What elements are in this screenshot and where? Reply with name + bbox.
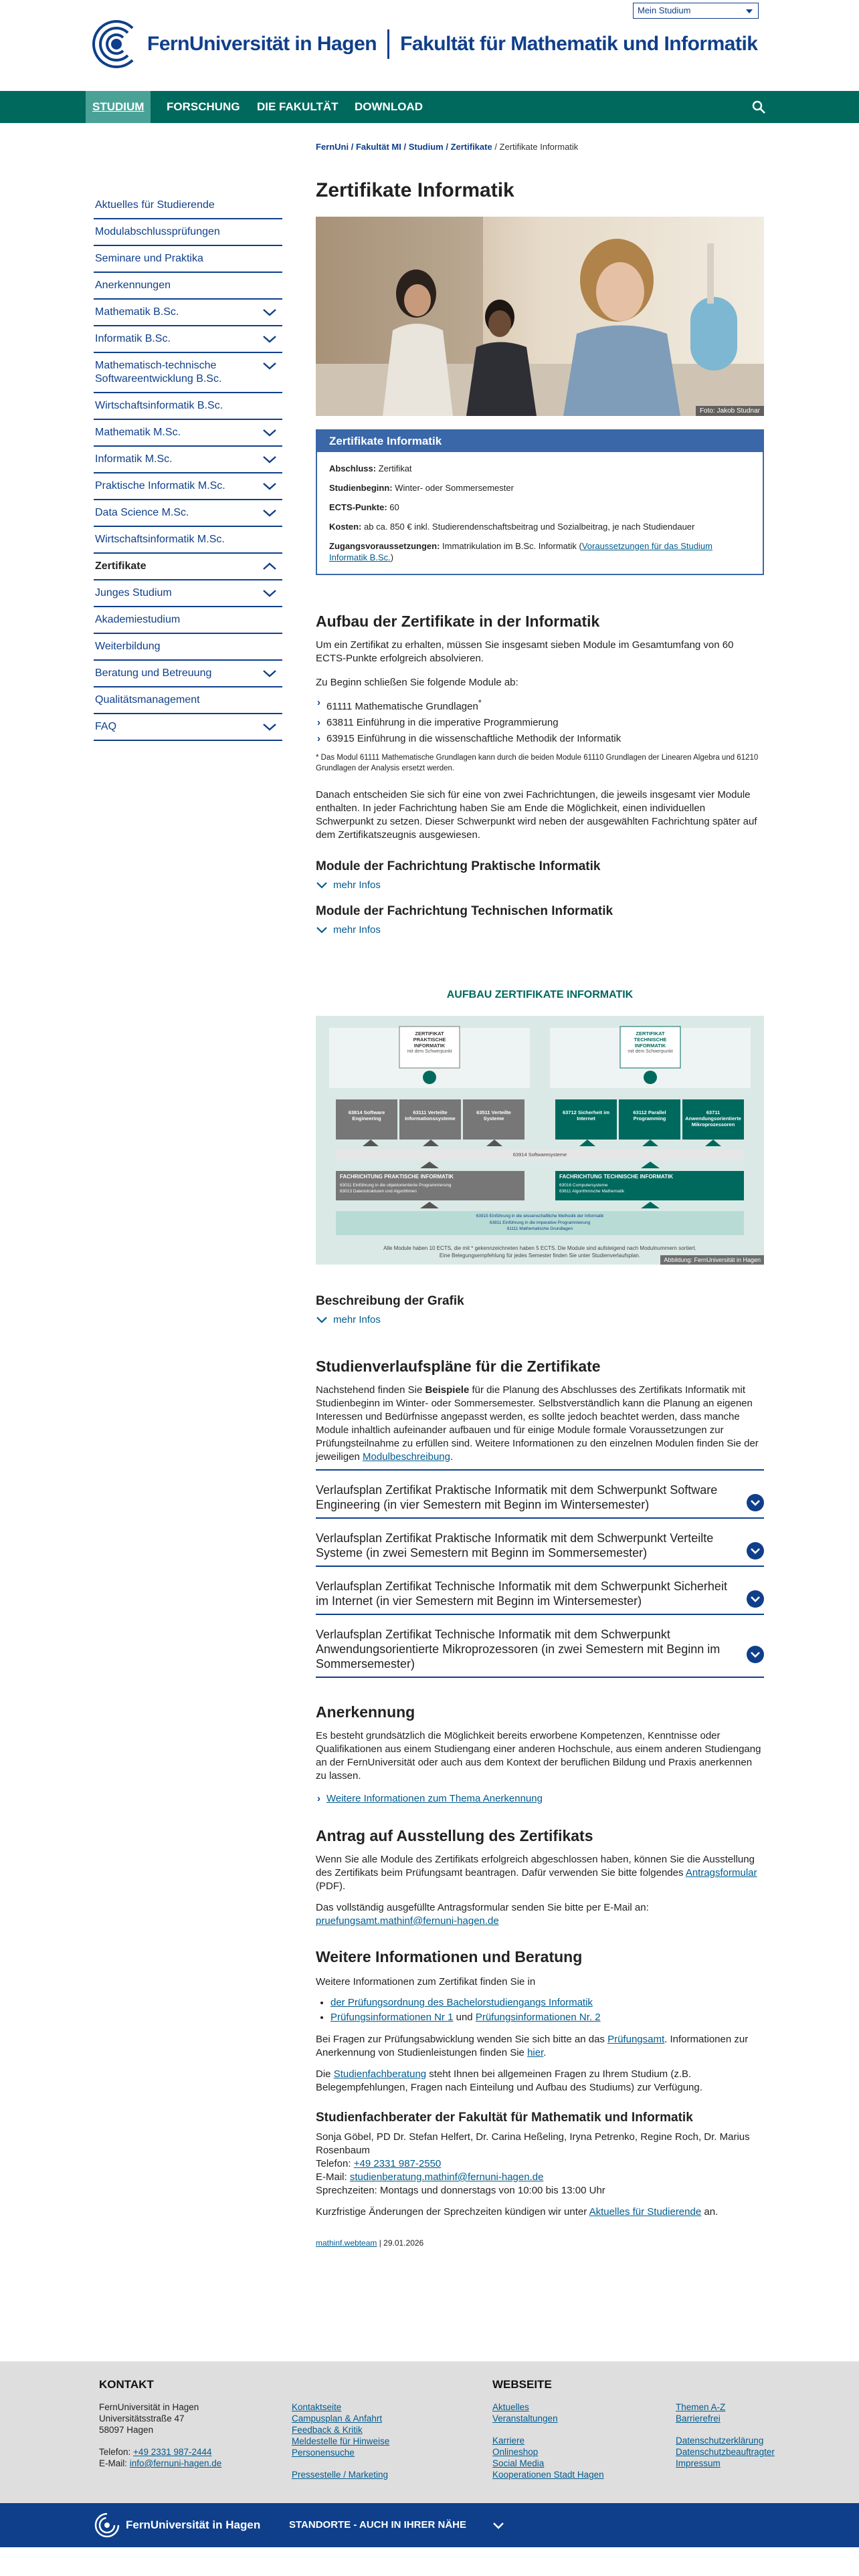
fernuni-logo-icon bbox=[92, 20, 140, 68]
mehr-infos-technische[interactable]: mehr Infos bbox=[316, 924, 764, 936]
footer-link[interactable]: Aktuelles bbox=[492, 2402, 529, 2412]
module-box: 63712 Sicherheit im Internet bbox=[562, 1109, 610, 1121]
aufbau-intro: Um ein Zertifikat zu erhalten, müssen Sie insgesamt sieben Module im Gesamtumfang von 60 ECTS-Punkte erfolgreich absolvieren. bbox=[316, 639, 734, 664]
search-icon[interactable] bbox=[752, 100, 765, 114]
chevron-down-icon[interactable] bbox=[262, 361, 277, 370]
antragsformular-link[interactable]: Antragsformular bbox=[685, 1867, 757, 1879]
main-content bbox=[316, 179, 764, 2250]
left-cert-label: ZERTIFIKAT PRAKTISCHE INFORMATIK bbox=[413, 1031, 446, 1049]
chevron-down-icon bbox=[316, 926, 328, 934]
footer-link[interactable]: Datenschutzerklärung bbox=[676, 2436, 764, 2446]
aufbau-start: Zu Beginn schließen Sie folgende Module ab: bbox=[316, 677, 518, 688]
bottom-bar bbox=[0, 2503, 859, 2547]
breadcrumb-fernuni[interactable]: FernUni bbox=[316, 142, 349, 152]
anerkennung-link[interactable]: Weitere Informationen zum Thema Anerkennung bbox=[326, 1793, 543, 1804]
students-photo bbox=[316, 217, 764, 416]
voraussetzungen-link[interactable]: Voraussetzungen für das Studium Informatik B.Sc. bbox=[329, 541, 712, 562]
sidebar-item-informatik-bsc[interactable]: Informatik B.Sc. bbox=[94, 326, 282, 353]
pruefungsamt-email-link[interactable]: pruefungsamt.mathinf@fernuni-hagen.de bbox=[316, 1915, 499, 1927]
footer-link[interactable]: Themen A-Z bbox=[676, 2402, 726, 2412]
sidebar-item-mathematik-bsc[interactable]: Mathematik B.Sc. bbox=[94, 300, 282, 326]
studienfachberatung-link[interactable]: Studienfachberatung bbox=[333, 2068, 427, 2080]
breadcrumb-current: Zertifikate Informatik bbox=[499, 142, 579, 152]
sidebar-item-anerkennungen[interactable]: Anerkennungen bbox=[94, 273, 282, 300]
list-item: › 63811 Einführung in die imperative Programmierung bbox=[316, 715, 764, 731]
chevron-down-icon[interactable] bbox=[262, 428, 277, 437]
expand-icon[interactable] bbox=[747, 1542, 764, 1560]
chevron-down-icon[interactable] bbox=[262, 308, 277, 317]
antrag-text: Wenn Sie alle Module des Zertifikats erfolgreich abgeschlossen haben, können Sie die Ausstellung des Zertifikats beim Prüfungsamt beantragen. Dafür verwenden Sie bitte folgendes Antragsformular (PDF). bbox=[316, 1854, 757, 1892]
aktuelles-link[interactable]: Aktuelles für Studierende bbox=[589, 2206, 702, 2218]
footer-email-link[interactable]: info@fernuni-hagen.de bbox=[129, 2458, 222, 2468]
nav-studium[interactable]: STUDIUM bbox=[86, 91, 151, 123]
fachrichtung-text: Danach entscheiden Sie sich für eine von zwei Fachrichtungen, die jeweils insgesamt vier Module enthalten. In jeder Fachrichtung haben Sie am Ende die Möglichkeit, einen individuellen Schwerpunkt zu setzen. Dieser Schwerpunkt wird neben der ausgewählten Fachrichtung später auf dem Zertifikatszeugnis ausgewiesen. bbox=[316, 789, 757, 841]
footer-link[interactable]: Campusplan & Anfahrt bbox=[292, 2413, 383, 2424]
diagram-copyright: Abbildung: FernUniversität in Hagen bbox=[660, 1255, 764, 1265]
berater-phone-link[interactable]: +49 2331 987-2550 bbox=[353, 2158, 442, 2169]
chevron-down-icon[interactable] bbox=[262, 508, 277, 518]
footer-link[interactable]: Onlineshop bbox=[492, 2447, 539, 2457]
footer-link[interactable]: Social Media bbox=[492, 2458, 545, 2468]
technische-modules-heading: Module der Fachrichtung Technischen Informatik bbox=[316, 904, 613, 918]
grafik-heading: Beschreibung der Grafik bbox=[316, 1294, 464, 1308]
footer-link[interactable]: Barrierefrei bbox=[676, 2413, 721, 2424]
pruefungsordnung-link[interactable]: der Prüfungsordnung des Bachelorstudiengangs Informatik bbox=[330, 1997, 593, 2008]
sidebar-item-weiterbildung[interactable]: Weiterbildung bbox=[94, 634, 282, 661]
sprechzeiten-note: Kurzfristige Änderungen der Sprechzeiten kündigen wir unter Aktuelles für Studierende an. bbox=[316, 2206, 719, 2218]
studienbeginn-value: Winter- oder Sommersemester bbox=[395, 483, 514, 493]
page-title: Zertifikate Informatik bbox=[316, 179, 514, 201]
sidebar-item-informatik-msc[interactable]: Informatik M.Sc. bbox=[94, 447, 282, 473]
kosten-value: ab ca. 850 € inkl. Studierendenschaftsbeitrag und Sozialbeitrag, je nach Studiendauer bbox=[364, 522, 695, 532]
chevron-up-icon[interactable] bbox=[262, 562, 277, 571]
sidebar-item-wirtschaftsinformatik-msc[interactable]: Wirtschaftsinformatik M.Sc. bbox=[94, 527, 282, 554]
info-box-title: Zertifikate Informatik bbox=[317, 431, 763, 452]
footer-phone-link[interactable]: +49 2331 987-2444 bbox=[133, 2447, 212, 2457]
webteam-link[interactable]: mathinf.webteam bbox=[316, 2238, 377, 2248]
nav-forschung[interactable]: FORSCHUNG bbox=[167, 100, 240, 113]
module-box: 63711 Anwendungsorientierte Mikroprozessoren bbox=[685, 1109, 741, 1128]
list-item bbox=[330, 1996, 764, 2010]
diagram-notes: Alle Module haben 10 ECTS, die mit * gekennzeichneten haben 5 ECTS. Die Module sind aufsteigend nach Modulnummern sortiert. Eine Belegungsempfehlung für jedes Semester finden Sie unter Studienverlaufsplan. Abbildung: FernUniversität in Hagen bbox=[316, 1243, 764, 1265]
berater-heading: Studienfachberater der Fakultät für Mathematik und Informatik bbox=[316, 2111, 693, 2125]
weitere-intro: Weitere Informationen zum Zertifikat finden Sie in bbox=[316, 1976, 536, 1988]
pruefungsinfo-1-link[interactable]: Prüfungsinformationen Nr 1 bbox=[330, 2012, 454, 2023]
chevron-down-icon[interactable] bbox=[262, 588, 277, 598]
chevron-down-icon[interactable] bbox=[262, 722, 277, 732]
right-cert-label: ZERTIFIKAT TECHNISCHE INFORMATIK bbox=[634, 1031, 667, 1049]
dropdown-arrow-icon bbox=[746, 9, 753, 13]
footer-link[interactable]: Feedback & Kritik bbox=[292, 2425, 363, 2435]
hier-link[interactable]: hier bbox=[527, 2047, 544, 2058]
mehr-infos-grafik[interactable]: mehr Infos bbox=[316, 1314, 764, 1325]
chevron-down-icon[interactable] bbox=[492, 2522, 504, 2530]
chevron-down-icon bbox=[316, 1316, 328, 1324]
right-field-title: FACHRICHTUNG TECHNISCHE INFORMATIK bbox=[559, 1174, 674, 1180]
verlaufsplan-accordion-3[interactable]: Verlaufsplan Zertifikat Technische Informatik mit dem Schwerpunkt Sicherheit im Internet (in vier Semestern mit Beginn im Wintersemester) bbox=[316, 1572, 764, 1615]
sidebar-item-junges-studium[interactable]: Junges Studium bbox=[94, 580, 282, 607]
footer-link[interactable]: Meldestelle für Hinweise bbox=[292, 2436, 390, 2446]
start-modules-list bbox=[316, 695, 764, 747]
sidebar-item-mts-bsc[interactable]: Mathematisch-technische Softwareentwicklung B.Sc. bbox=[94, 353, 282, 393]
hero-copyright: Foto: Jakob Studnar bbox=[696, 406, 764, 416]
verlaufsplan-accordion-4[interactable]: Verlaufsplan Zertifikat Technische Informatik mit dem Schwerpunkt Anwendungsorientierte Mikroprozessoren (in zwei Semestern mit Beginn im Sommersemester) bbox=[316, 1620, 764, 1678]
university-logo[interactable] bbox=[92, 20, 757, 68]
footer-link[interactable]: Datenschutzbeauftragter bbox=[676, 2447, 775, 2457]
base-modules: 63915 Einführung in die wissenschaftliche Methodik der Informatik 63811 Einführung in die imperative Programmierung 61111 Mathematische Grundlagen bbox=[476, 1214, 604, 1231]
diagram-title: AUFBAU ZERTIFIKATE INFORMATIK bbox=[446, 989, 634, 1000]
antrag-heading: Antrag auf Ausstellung des Zertifikats bbox=[316, 1827, 593, 1844]
middle-bar-label: 63914 Softwaresysteme bbox=[512, 1152, 567, 1158]
verlaufsplan-accordion-2[interactable]: Verlaufsplan Zertifikat Praktische Informatik mit dem Schwerpunkt Verteilte Systeme (in zwei Semestern mit Beginn im Sommersemester) bbox=[316, 1524, 764, 1567]
sidebar-item-aktuelles[interactable]: Aktuelles für Studierende bbox=[94, 193, 282, 219]
chevron-down-icon[interactable] bbox=[262, 334, 277, 344]
footer-links-col2 bbox=[292, 2401, 439, 2480]
sidebar-item-akademiestudium[interactable]: Akademiestudium bbox=[94, 607, 282, 634]
chevron-down-icon bbox=[316, 881, 328, 889]
mein-studium-select[interactable] bbox=[633, 3, 759, 19]
standorte-label[interactable]: STANDORTE - AUCH IN IHRER NÄHE bbox=[289, 2519, 466, 2531]
chevron-down-icon[interactable] bbox=[262, 481, 277, 491]
main-navigation bbox=[0, 91, 859, 123]
logo-text: FernUniversität in Hagen bbox=[147, 33, 377, 55]
ects-value: 60 bbox=[389, 502, 399, 512]
site-header bbox=[0, 0, 859, 91]
footnote: * Das Modul 61111 Mathematische Grundlagen kann durch die beiden Module 61110 Grundlagen der Linearen Algebra und 61210 Grundlagen der Analysis ersetzt werden. bbox=[316, 754, 759, 772]
module-box: 63511 Verteilte Systeme bbox=[476, 1109, 511, 1121]
verlauf-intro: Nachstehend finden Sie Beispiele für die Planung des Abschlusses des Zertifikats Informatik mit Studienbeginn im Winter- oder Sommersemester. Selbstverständlich kann die Planung an eigenen Interessen und Bedürfnisse angepasst werden, es sollte jedoch beachtet werden, dass manche Module inhaltlich aufeinander aufbauen und für einige Module formale Voraussetzungen zur Prüfungsteilnahme zu erfüllen sind. Weitere Informationen zu den einzelnen Modulen finden Sie der jeweiligen Modulbeschreibung. bbox=[316, 1384, 759, 1463]
breadcrumb: FernUni / Fakultät MI / Studium / Zertifikate / Zertifikate Informatik bbox=[316, 142, 579, 152]
breadcrumb-studium[interactable]: Studium bbox=[408, 142, 444, 152]
accordion-divider bbox=[316, 1469, 764, 1471]
list-item bbox=[316, 1791, 764, 1807]
sidebar-item-modulabschluss[interactable]: Modulabschlussprüfungen bbox=[94, 219, 282, 246]
anerkennung-links bbox=[316, 1791, 764, 1807]
footer-link[interactable]: Veranstaltungen bbox=[492, 2413, 558, 2424]
verlaufsplan-accordion-1[interactable]: Verlaufsplan Zertifikat Praktische Informatik mit dem Schwerpunkt Software Engineering (in vier Semestern mit Beginn im Wintersemester) bbox=[316, 1476, 764, 1519]
mehr-infos-praktische[interactable]: mehr Infos bbox=[316, 879, 764, 891]
footer-link[interactable]: Personensuche bbox=[292, 2448, 355, 2458]
chevron-down-icon[interactable] bbox=[262, 455, 277, 464]
footer-webseite-title: WEBSEITE bbox=[492, 2378, 552, 2391]
weitere-heading: Weitere Informationen und Beratung bbox=[316, 1948, 583, 1965]
berater-contact: Sonja Göbel, PD Dr. Stefan Helfert, Dr. Carina Heßeling, Iryna Petrenko, Regine Roch, Dr. Marius Rosenbaum Telefon: +49 2331 987-2550 E-Mail: studienberatung.mathinf@fernuni-hagen.de Sprechzeiten: Montags und donnerstags von 10:00 bis 13:00 Uhr bbox=[316, 2131, 750, 2196]
left-field-items: 63011 Einführung in die objektorientierte Programmierung 63013 Datenstrukturen und Algorithmen bbox=[340, 1183, 452, 1194]
module-box: 63112 Parallel Programming bbox=[633, 1109, 666, 1121]
expand-icon[interactable] bbox=[747, 1494, 764, 1511]
hero-image bbox=[316, 217, 764, 416]
structure-diagram bbox=[316, 1016, 764, 1243]
breadcrumb-zertifikate[interactable]: Zertifikate bbox=[450, 142, 492, 152]
list-item: › 61111 Mathematische Grundlagen* bbox=[316, 695, 764, 715]
verlauf-heading: Studienverlaufspläne für die Zertifikate bbox=[316, 1358, 601, 1375]
left-cert-focus: mit dem Schwerpunkt bbox=[407, 1049, 452, 1054]
right-cert-focus: mit dem Schwerpunkt bbox=[628, 1049, 673, 1054]
footer-link[interactable]: Karriere bbox=[492, 2436, 525, 2446]
anerkennung-heading: Anerkennung bbox=[316, 1703, 415, 1721]
list-item: › 63915 Einführung in die wissenschaftliche Methodik der Informatik bbox=[316, 731, 764, 747]
footer-link[interactable]: Pressestelle / Marketing bbox=[292, 2470, 389, 2480]
pruefungsamt-text: Bei Fragen zur Prüfungsabwicklung wenden Sie sich bitte an das Prüfungsamt. Informationen zur Anerkennung von Studienleistungen finden Sie hier. bbox=[316, 2034, 749, 2058]
left-field-title: FACHRICHTUNG PRAKTISCHE INFORMATIK bbox=[340, 1174, 454, 1180]
logo-divider bbox=[387, 29, 389, 59]
module-box: 63814 Software Engineering bbox=[348, 1109, 385, 1121]
nav-download[interactable]: DOWNLOAD bbox=[355, 100, 423, 113]
abschluss-value: Zertifikat bbox=[378, 463, 412, 473]
sidebar-item-faq[interactable]: FAQ bbox=[94, 714, 282, 741]
list-item: • Prüfungsinformationen Nr 1 und Prüfungsinformationen Nr. 2 bbox=[330, 2010, 764, 2025]
footer-logo[interactable]: FernUniversität in Hagen bbox=[94, 2512, 260, 2539]
berater-email-link[interactable]: studienberatung.mathinf@fernuni-hagen.de bbox=[349, 2171, 544, 2183]
footer-link[interactable]: Impressum bbox=[676, 2458, 721, 2468]
studienfachberatung-text: Die Studienfachberatung steht Ihnen bei allgemeinen Fragen zu Ihrem Studium (z.B. Belegempfehlungen, Fragen nach Einteilung und Aufbau des Studiums) zur Verfügung. bbox=[316, 2068, 702, 2093]
sidebar-item-qualitaetsmanagement[interactable]: Qualitätsmanagement bbox=[94, 687, 282, 714]
fernuni-logo-icon bbox=[94, 2512, 120, 2539]
sidebar bbox=[94, 193, 282, 741]
diagram-graphics bbox=[316, 1016, 764, 1243]
sidebar-item-data-science-msc[interactable]: Data Science M.Sc. bbox=[94, 500, 282, 527]
page-meta: mathinf.webteam | 29.01.2026 bbox=[316, 2238, 424, 2248]
faculty-name[interactable]: Fakultät für Mathematik und Informatik bbox=[400, 33, 758, 55]
nav-die-fakultaet[interactable]: DIE FAKULTÄT bbox=[257, 100, 339, 113]
aufbau-heading: Aufbau der Zertifikate in der Informatik bbox=[316, 613, 600, 630]
sidebar-item-wirtschaftsinformatik-bsc[interactable]: Wirtschaftsinformatik B.Sc. bbox=[94, 393, 282, 420]
footer bbox=[0, 2361, 859, 2503]
footer-address: FernUniversität in Hagen Universitätsstraße 47 58097 Hagen Telefon: +49 2331 987-2444 E-Mail: info@fernuni-hagen.de bbox=[99, 2402, 222, 2468]
info-box: Zertifikate Informatik Abschluss: Zertifikat Studienbeginn: Winter- oder Sommersemester ECTS-Punkte: 60 Kosten: ab ca. 850 € inkl. Studierendenschaftsbeitrag und Sozialbeitrag, je nach Studiendauer Zugangsvoraussetzungen: Immatrikulation im B.Sc. Informatik (Voraussetzungen für das Studium Informatik B.Sc.) bbox=[316, 429, 764, 575]
sidebar-item-seminare[interactable]: Seminare und Praktika bbox=[94, 246, 282, 273]
chevron-down-icon[interactable] bbox=[262, 669, 277, 678]
weitere-links-list bbox=[316, 1996, 764, 2025]
footer-link[interactable]: Kontaktseite bbox=[292, 2402, 342, 2412]
expand-icon[interactable] bbox=[747, 1590, 764, 1608]
expand-icon[interactable] bbox=[747, 1646, 764, 1663]
anerkennung-text: Es besteht grundsätzlich die Möglichkeit bereits erworbene Kompetenzen, Kenntnisse oder Qualifikationen aus einem Studiengang einer anderen Hochschule, aus einem anderen Studiengang an der FernUniversität oder auch aus dem Kontext der beruflichen Bildung und Praxis anerkennen zu lassen. bbox=[316, 1730, 761, 1782]
footer-kontakt-title: KONTAKT bbox=[99, 2378, 154, 2391]
footer-links-col4 bbox=[676, 2401, 809, 2469]
mein-studium-select-value: Mein Studium bbox=[638, 5, 691, 15]
sidebar-item-zertifikate[interactable]: Zertifikate bbox=[94, 554, 282, 580]
modulbeschreibung-link[interactable]: Modulbeschreibung bbox=[363, 1451, 450, 1463]
footer-link[interactable]: Kooperationen Stadt Hagen bbox=[492, 2470, 604, 2480]
sidebar-item-mathematik-msc[interactable]: Mathematik M.Sc. bbox=[94, 420, 282, 447]
praktische-modules-heading: Module der Fachrichtung Praktische Informatik bbox=[316, 859, 601, 873]
antrag-mail-text: Das vollständig ausgefüllte Antragsformular senden Sie bitte per E-Mail an: pruefungsamt.mathinf@fernuni-hagen.de bbox=[316, 1902, 649, 1927]
right-field-items: 63016 Computersysteme 63611 Algorithmische Mathematik bbox=[559, 1183, 625, 1194]
pruefungsamt-link[interactable]: Prüfungsamt bbox=[607, 2034, 665, 2045]
module-box: 63111 Verteilte Informationssysteme bbox=[405, 1109, 456, 1121]
pruefungsinfo-2-link[interactable]: Prüfungsinformationen Nr. 2 bbox=[475, 2012, 601, 2023]
sidebar-item-praktische-informatik-msc[interactable]: Praktische Informatik M.Sc. bbox=[94, 473, 282, 500]
sidebar-item-beratung[interactable]: Beratung und Betreuung bbox=[94, 661, 282, 687]
breadcrumb-fakultaet[interactable]: Fakultät MI bbox=[355, 142, 401, 152]
